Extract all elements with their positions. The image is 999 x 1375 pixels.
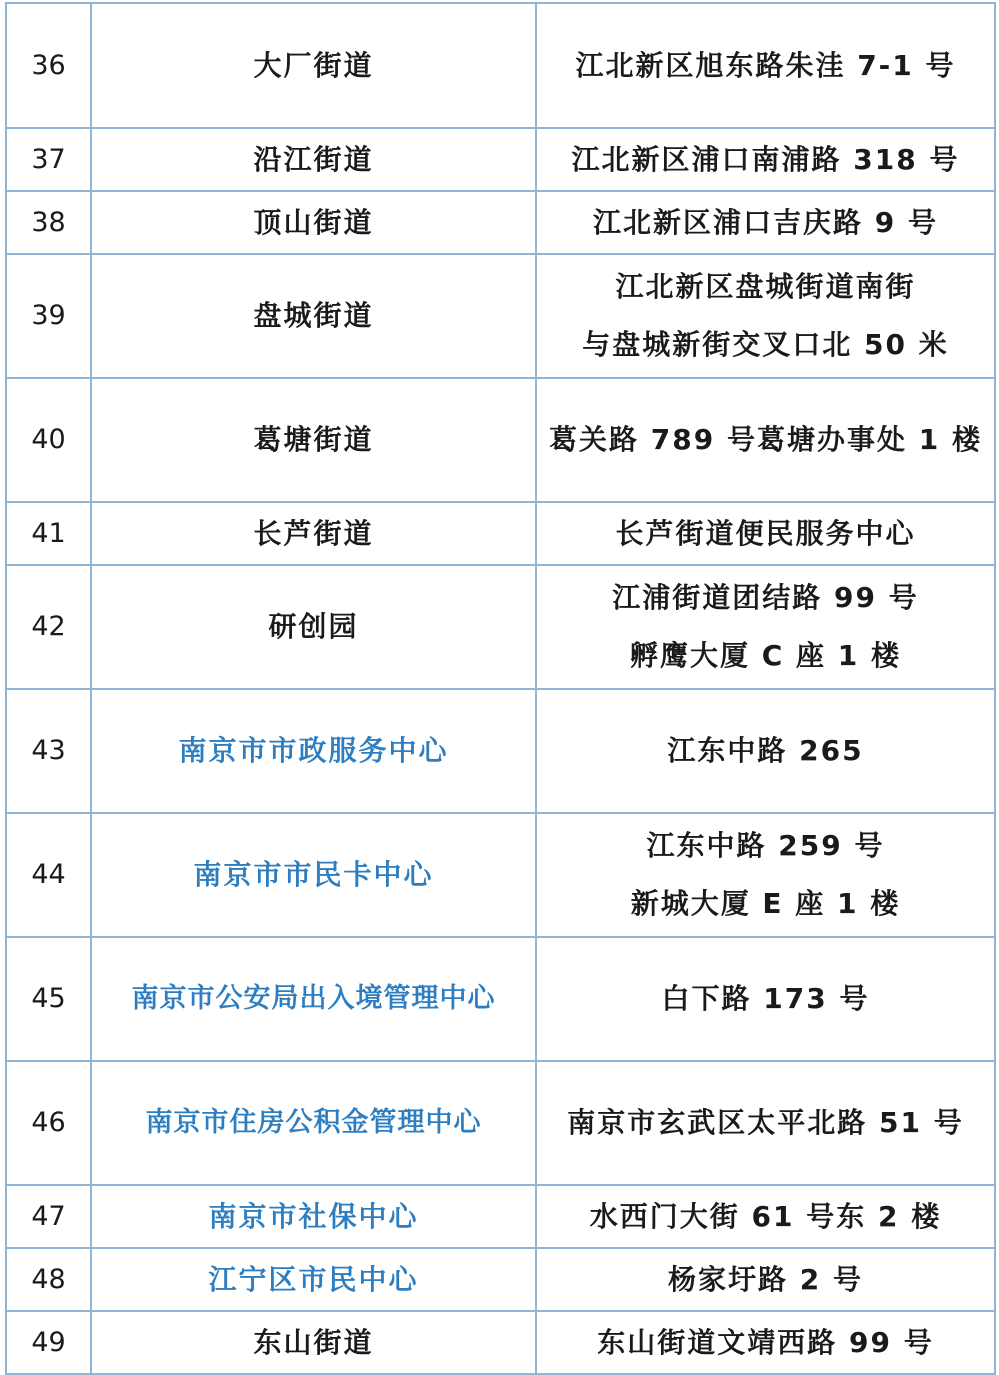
service-point-address xyxy=(536,3,995,128)
service-point-name: 大厂街道 xyxy=(91,3,536,128)
table-row xyxy=(6,1248,995,1311)
address-line: 江北新区浦口南浦路 318 号 xyxy=(571,142,960,176)
address-line: 杨家圩路 2 号 xyxy=(668,1262,863,1296)
table-row xyxy=(6,502,995,565)
table-row xyxy=(6,1311,995,1374)
service-point-address xyxy=(536,254,995,378)
row-number: 37 xyxy=(6,128,91,191)
address-line: 水西门大街 61 号东 2 楼 xyxy=(589,1199,942,1233)
table-row xyxy=(6,3,995,128)
table-row xyxy=(6,378,995,502)
address-line: 江北新区旭东路朱洼 7-1 号 xyxy=(575,48,956,82)
service-point-address xyxy=(536,1311,995,1374)
row-number: 45 xyxy=(6,937,91,1061)
address-line: 江北新区盘城街道南街 xyxy=(615,270,916,303)
service-point-name: 南京市公安局出入境管理中心 xyxy=(91,937,536,1061)
service-point-address xyxy=(536,1248,995,1311)
row-number: 39 xyxy=(6,254,91,378)
service-point-name: 南京市社保中心 xyxy=(91,1185,536,1248)
service-point-name: 长芦街道 xyxy=(91,502,536,565)
service-point-name: 盘城街道 xyxy=(91,254,536,378)
address-line: 白下路 173 号 xyxy=(661,982,870,1015)
address-line: 孵鹰大厦 C 座 1 楼 xyxy=(629,639,902,672)
service-point-address xyxy=(536,689,995,813)
row-number: 40 xyxy=(6,378,91,502)
service-point-address xyxy=(536,1185,995,1248)
service-point-address xyxy=(536,128,995,191)
service-point-name: 南京市市政服务中心 xyxy=(91,689,536,813)
service-point-address xyxy=(536,565,995,689)
table-row xyxy=(6,565,995,689)
service-point-address xyxy=(536,191,995,254)
service-point-name: 南京市市民卡中心 xyxy=(91,813,536,937)
address-line: 江北新区浦口吉庆路 9 号 xyxy=(593,205,938,239)
address-line: 葛关路 789 号葛塘办事处 1 楼 xyxy=(549,423,982,456)
row-number: 38 xyxy=(6,191,91,254)
service-point-address xyxy=(536,937,995,1061)
table-row xyxy=(6,191,995,254)
table-body xyxy=(6,3,995,1374)
row-number: 43 xyxy=(6,689,91,813)
row-number: 41 xyxy=(6,502,91,565)
row-number: 49 xyxy=(6,1311,91,1374)
row-number: 48 xyxy=(6,1248,91,1311)
address-line: 长芦街道便民服务中心 xyxy=(615,516,916,550)
service-point-name: 葛塘街道 xyxy=(91,378,536,502)
address-line: 江东中路 259 号 xyxy=(646,829,885,862)
row-number: 47 xyxy=(6,1185,91,1248)
service-point-address xyxy=(536,378,995,502)
address-line: 江东中路 265 xyxy=(667,734,864,767)
address-line: 新城大厦 E 座 1 楼 xyxy=(630,887,901,920)
table-row xyxy=(6,937,995,1061)
service-point-name: 沿江街道 xyxy=(91,128,536,191)
table-row xyxy=(6,1185,995,1248)
table-row xyxy=(6,1061,995,1185)
service-point-name: 东山街道 xyxy=(91,1311,536,1374)
service-point-address xyxy=(536,813,995,937)
address-line: 南京市玄武区太平北路 51 号 xyxy=(567,1106,964,1139)
address-line: 东山街道文靖西路 99 号 xyxy=(597,1325,934,1359)
service-point-name: 南京市住房公积金管理中心 xyxy=(91,1061,536,1185)
table-row xyxy=(6,128,995,191)
row-number: 42 xyxy=(6,565,91,689)
row-number: 46 xyxy=(6,1061,91,1185)
address-line: 江浦街道团结路 99 号 xyxy=(612,581,919,614)
row-number: 44 xyxy=(6,813,91,937)
row-number: 36 xyxy=(6,3,91,128)
service-location-table xyxy=(5,2,996,1375)
service-point-name: 顶山街道 xyxy=(91,191,536,254)
table-row xyxy=(6,254,995,378)
table-row xyxy=(6,813,995,937)
service-point-name: 江宁区市民中心 xyxy=(91,1248,536,1311)
service-point-name: 研创园 xyxy=(91,565,536,689)
table-row xyxy=(6,689,995,813)
service-point-address xyxy=(536,1061,995,1185)
address-line: 与盘城新街交叉口北 50 米 xyxy=(582,328,949,361)
service-point-address xyxy=(536,502,995,565)
